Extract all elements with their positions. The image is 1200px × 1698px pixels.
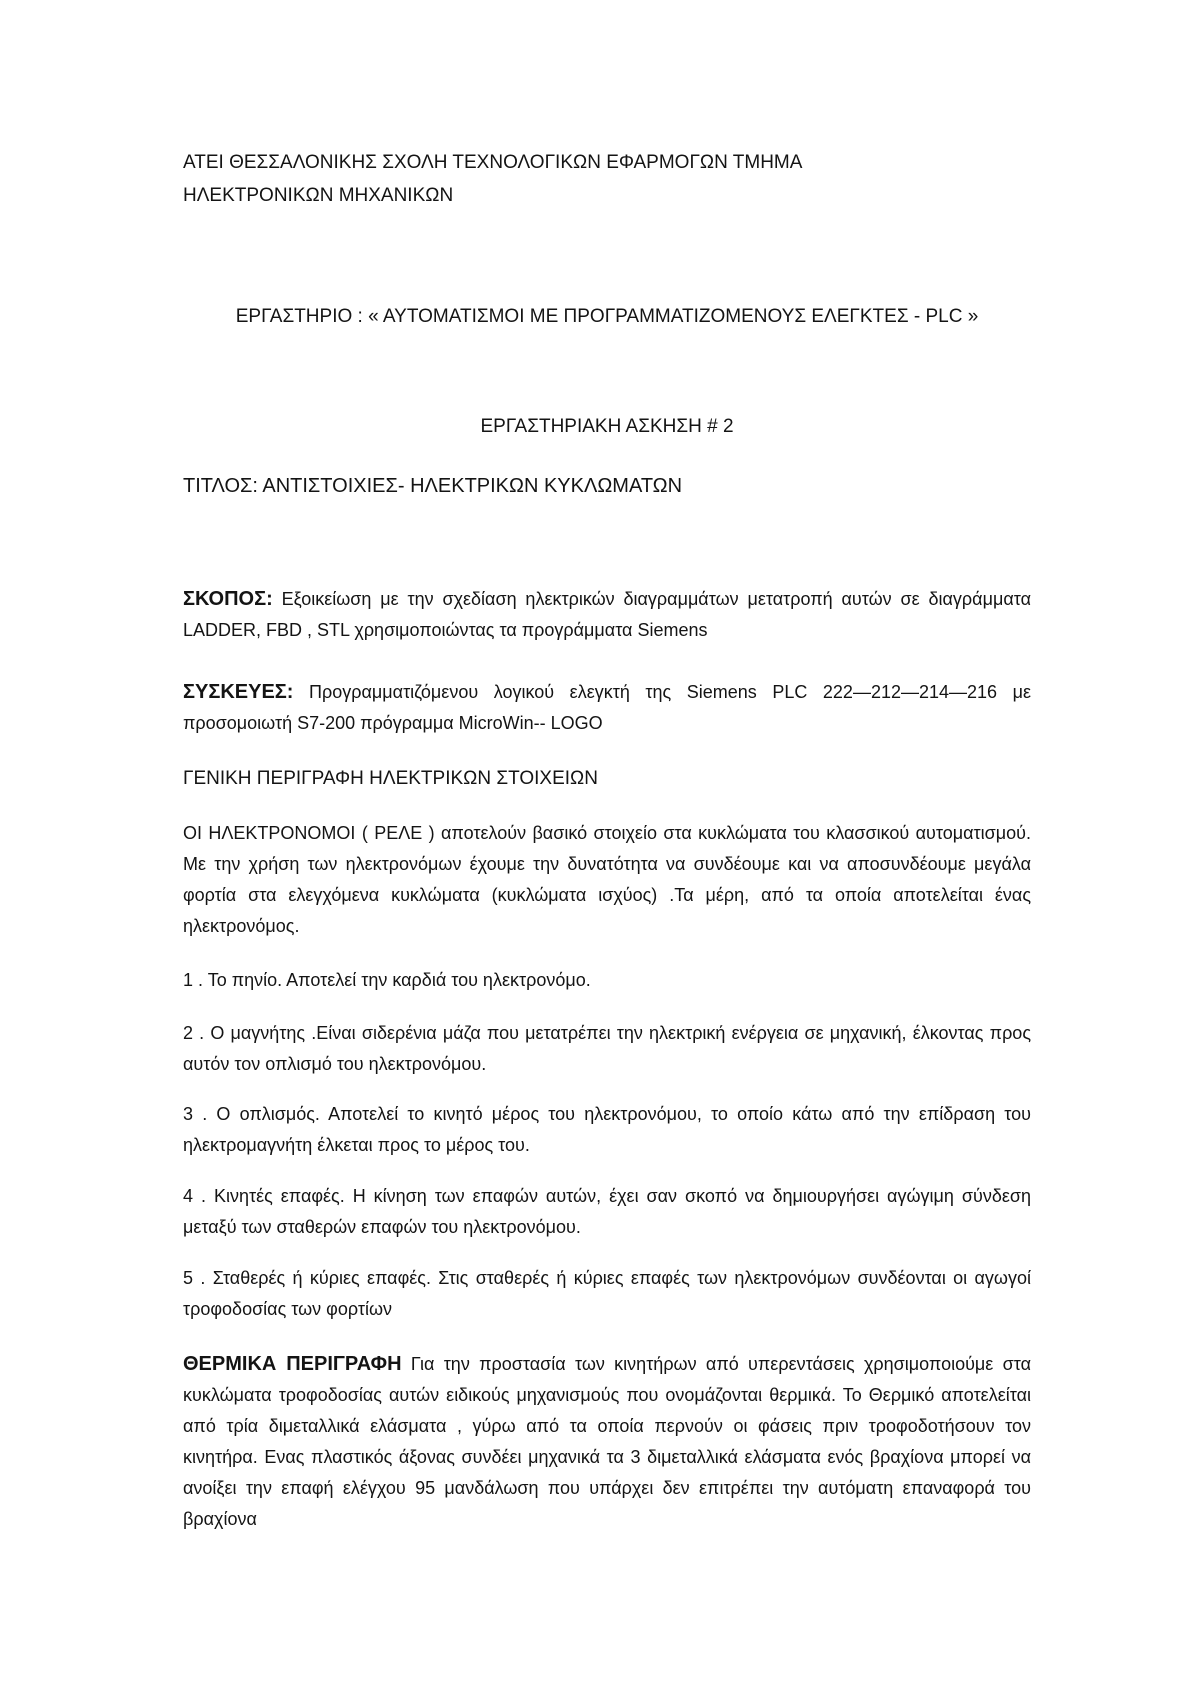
purpose-paragraph	[183, 584, 1031, 646]
list-item: 4 . Κινητές επαφές. Η κίνηση των επαφών αυτών, έχει σαν σκοπό να δημιουργήσει αγώγιμη σύνδεση μεταξύ των σταθερών επαφών του ηλεκτρονόμου.	[183, 1186, 1031, 1237]
exercise-number: ΕΡΓΑΣΤΗΡΙΑΚΗ ΑΣΚΗΣΗ # 2	[480, 416, 734, 437]
purpose-text: Εξοικείωση με την σχεδίαση ηλεκτρικών διαγραμμάτων μετατροπή αυτών σε διαγράμματα LADDER, FBD , STL χρησιμοποιώντας τα προγράμματα Siemens	[183, 589, 1031, 640]
equipment-paragraph	[183, 677, 1031, 739]
general-intro: ΟΙ ΗΛΕΚΤΡΟΝΟΜΟΙ ( ΡΕΛΕ ) αποτελούν βασικό στοιχείο στα κυκλώματα του κλασσικού αυτοματισμού. Με την χρήση των ηλεκτρονόμων έχουμε την δυνατότητα να συνδέουμε και να αποσυνδέουμε μεγάλα φορτία στα ελεγχόμενα κυκλώματα (κυκλώματα ισχύος) .Τα μέρη, από τα οποία αποτελείται ένας ηλεκτρονόμος.	[183, 823, 1031, 936]
document-title: ΤΙΤΛΟΣ: ΑΝΤΙΣΤΟΙΧΙΕΣ- ΗΛΕΚΤΡΙΚΩΝ ΚΥΚΛΩΜΑΤΩΝ	[183, 475, 683, 497]
thermal-label: ΘΕΡΜΙΚΑ ΠΕΡΙΓΡΑΦΗ	[183, 1353, 402, 1375]
institution-line-1: ΑΤΕΙ ΘΕΣΣΑΛΟΝΙΚΗΣ ΣΧΟΛΗ ΤΕΧΝΟΛΟΓΙΚΩΝ ΕΦΑΡΜΟΓΩΝ ΤΜΗΜΑ	[183, 152, 803, 173]
list-item: 1 . Το πηνίο. Αποτελεί την καρδιά του ηλεκτρονόμο.	[183, 970, 591, 990]
thermal-paragraph	[183, 1349, 1031, 1535]
institution-line-2: ΗΛΕΚΤΡΟΝΙΚΩΝ ΜΗΧΑΝΙΚΩΝ	[183, 185, 454, 206]
equipment-text: Προγραμματιζόμενου λογικού ελεγκτή της Siemens PLC 222—212—214—216 με προσομοιωτή S7-200 πρόγραμμα MicroWin-- LOGO	[183, 682, 1031, 733]
institution-heading	[183, 146, 1031, 212]
list-item: 2 . Ο μαγνήτης .Είναι σιδερένια μάζα που μετατρέπει την ηλεκτρική ενέργεια σε μηχανική, έλκοντας προς αυτόν τον οπλισμό του ηλεκτρονόμου.	[183, 1023, 1031, 1074]
list-item: 3 . Ο οπλισμός. Αποτελεί το κινητό μέρος του ηλεκτρονόμου, το οποίο κάτω από την επίδραση του ηλεκτρομαγνήτη έλκεται προς το μέρος του.	[183, 1104, 1031, 1155]
purpose-label: ΣΚΟΠΟΣ:	[183, 588, 273, 610]
general-heading: ΓΕΝΙΚΗ ΠΕΡΙΓΡΑΦΗ ΗΛΕΚΤΡΙΚΩΝ ΣΤΟΙΧΕΙΩΝ	[183, 768, 598, 789]
equipment-label: ΣΥΣΚΕΥΕΣ:	[183, 681, 294, 703]
list-item: 5 . Σταθερές ή κύριες επαφές. Στις σταθερές ή κύριες επαφές των ηλεκτρονόμων συνδέονται οι αγωγοί τροφοδοσίας των φορτίων	[183, 1268, 1031, 1319]
thermal-text: Για την προστασία των κινητήρων από υπερεντάσεις χρησιμοποιούμε στα κυκλώματα τροφοδοσίας αυτών ειδικούς μηχανισμούς που ονομάζονται θερμικά. Το Θερμικό αποτελείται από τρία διμεταλλικά ελάσματα , γύρω από τα οποία περνούν οι φάσεις πριν τροφοδοτήσουν τον κινητήρα. Ενας πλαστικός άξονας συνδέει μηχανικά τα 3 διμεταλλικά ελάσματα ενός βραχίονα μπορεί να ανοίξει την επαφή ελέγχου 95 μανδάλωση που υπάρχει δεν επιτρέπει την αυτόματη επαναφορά του βραχίονα	[183, 1354, 1032, 1529]
lab-title: ΕΡΓΑΣΤΗΡΙΟ : « ΑΥΤΟΜΑΤΙΣΜΟΙ ΜΕ ΠΡΟΓΡΑΜΜΑΤΙΖΟΜΕΝΟΥΣ ΕΛΕΓΚΤΕΣ - PLC »	[235, 306, 979, 327]
